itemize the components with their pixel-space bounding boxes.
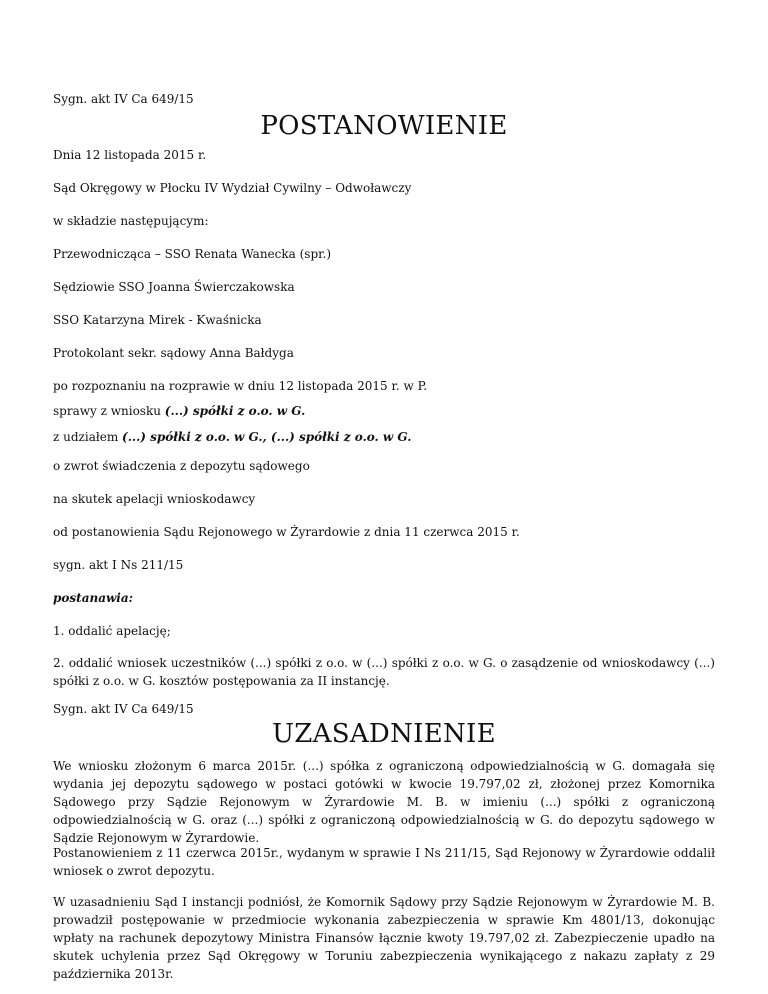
- hearing-line: po rozpoznaniu na rozprawie w dniu 12 listopada 2015 r. w P.: [53, 379, 428, 393]
- case-prefix: sprawy z wniosku: [53, 404, 165, 418]
- decides-heading: postanawia:: [53, 591, 134, 605]
- court-clerk: Protokolant sekr. sądowy Anna Bałdyga: [53, 346, 294, 360]
- justification-paragraph-2: Postanowieniem z 11 czerwca 2015r., wydanym w sprawie I Ns 211/15, Sąd Rejonowy w Żyrardowie oddalił wniosek o zwrot depozytu.: [53, 846, 715, 878]
- case-from-motion: [53, 404, 305, 419]
- presiding-judge: Przewodnicząca – SSO Renata Wanecka (spr.): [53, 247, 332, 261]
- judges-line: Sędziowie SSO Joanna Świerczakowska: [53, 280, 295, 294]
- participation-prefix: z udziałem: [53, 430, 123, 444]
- case-reference-justification: Sygn. akt IV Ca 649/15: [53, 702, 194, 716]
- ruling-point-1: 1. oddalić apelację;: [53, 624, 171, 638]
- appeal-line: na skutek apelacji wnioskodawcy: [53, 492, 256, 506]
- participation-line: [53, 430, 411, 445]
- court-name: Sąd Okręgowy w Płocku IV Wydział Cywilny – Odwoławczy: [53, 181, 412, 195]
- justification-paragraph-1: We wniosku złożonym 6 marca 2015r. (...) spółka z ograniczoną odpowiedzialnością w G. domagała się wydania jej depozytu sądowego w postaci gotówki w kwocie 19.797,02 zł, złożonej przez Komornika Sądowego przy Sądzie Rejonowym w Żyrardowie M. B. w imieniu (...) spółki z ograniczoną odpowiedzialnością w G. oraz (...) spółki z ograniczoną odpowiedzialnością w G. do depozytu sądowego w Sądzie Rejonowym w Żyrardowie.: [53, 759, 715, 845]
- judge-second: SSO Katarzyna Mirek - Kwaśnicka: [53, 313, 262, 327]
- composition-label: w składzie następującym:: [53, 214, 209, 228]
- justification-title: UZASADNIENIE: [272, 719, 496, 749]
- decision-date: Dnia 12 listopada 2015 r.: [53, 148, 207, 162]
- participation-parties: (...) spółki z o.o. w G., (...) spółki z o.o. w G.: [122, 430, 412, 444]
- case-reference-top: Sygn. akt IV Ca 649/15: [53, 92, 194, 106]
- appealed-decision: od postanowienia Sądu Rejonowego w Żyrardowie z dnia 11 czerwca 2015 r.: [53, 525, 520, 539]
- justification-paragraph-3: W uzasadnieniu Sąd I instancji podniósł, że Komornik Sądowy przy Sądzie Rejonowym w Żyrardowie M. B. prowadził postępowanie w przedmiocie wykonania zabezpieczenia w sprawie Km 4801/13, dokonując wpłaty na rachunek depozytowy Ministra Finansów łącznie kwoty 19.797,02 zł. Zabezpieczenie upadło na skutek uchylenia przez Sąd Okręgowy w Toruniu zabezpieczenia wynikającego z nakazu zapłaty z 29 października 2013r.: [53, 895, 715, 981]
- decision-title: POSTANOWIENIE: [260, 111, 508, 141]
- ruling-point-2: 2. oddalić wniosek uczestników (...) spółki z o.o. w (...) spółki z o.o. w G. o zasądzenie od wnioskodawcy (...) spółki z o.o. w G. kosztów postępowania za II instancję.: [53, 656, 715, 688]
- case-subject: o zwrot świadczenia z depozytu sądowego: [53, 459, 310, 473]
- lower-court-reference: sygn. akt I Ns 211/15: [53, 558, 184, 572]
- case-party: (...) spółki z o.o. w G.: [164, 404, 306, 418]
